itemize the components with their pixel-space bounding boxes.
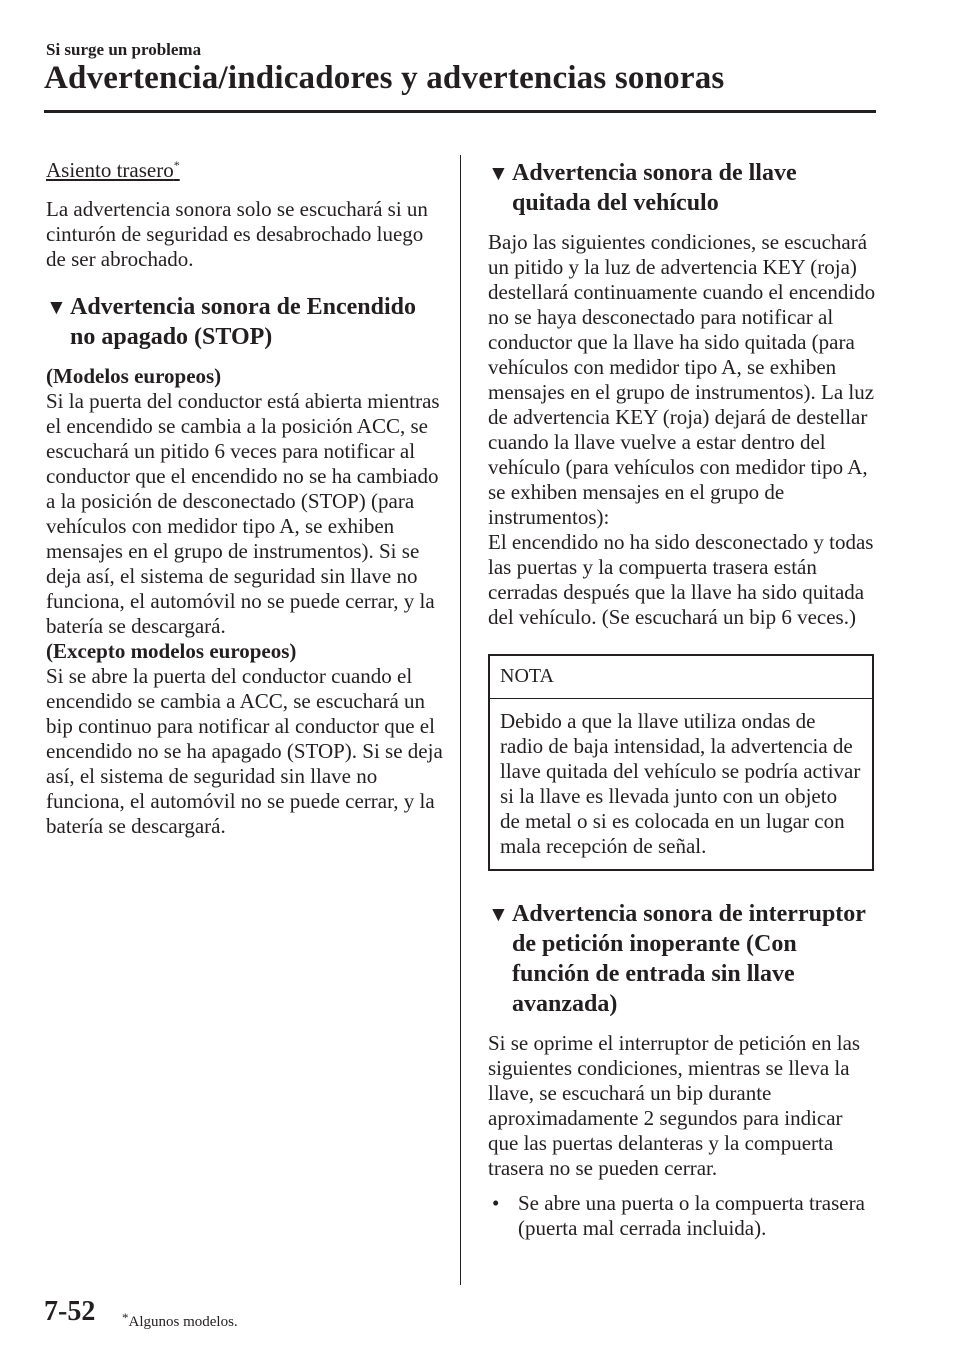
page-number: 7-52: [44, 1296, 96, 1327]
label-non-european-models: (Excepto modelos europeos): [46, 639, 297, 663]
triangle-down-icon: ▼: [488, 161, 509, 185]
footer-note: [122, 1310, 238, 1331]
section-title: Advertencia sonora de interruptor de petición inoperante (Con función de entrada sin llave avanzada): [512, 901, 866, 1017]
key-removed-paragraph: Bajo las siguientes condiciones, se escuchará un pitido y la luz de advertencia KEY (roja) destellará continuamente cuando el encendido no se haya desconectado para notificar al conductor que la llave ha sido quitada (para vehículos con medidor tipo A, se exhiben mensajes en el grupo de instrumentos). La luz de advertencia KEY (roja) dejará de destellar cuando la llave vuelve a estar dentro del vehículo (para vehículos con medidor tipo A, se exhiben mensajes en el grupo de instrumentos):: [488, 230, 876, 529]
page-header-section: Si surge un problema: [46, 40, 202, 59]
note-box: [488, 654, 874, 871]
header-rule: [44, 110, 876, 113]
label-european-models: (Modelos europeos): [46, 364, 222, 388]
subheading-text: Asiento trasero: [46, 158, 174, 182]
bullet-text: Se abre una puerta o la compuerta trasera (puerta mal cerrada incluida).: [518, 1191, 865, 1240]
request-switch-paragraph: Si se oprime el interruptor de petición en las siguientes condiciones, mientras se lleva la llave, se escuchará un bip durante aproximadamente 2 segundos para indicar que las puertas delanteras y la compuerta trasera no se pueden cerrar.: [488, 1031, 861, 1180]
bullet-icon: •: [492, 1191, 500, 1215]
section-heading-ignition: [46, 292, 446, 352]
triangle-down-icon: ▼: [46, 295, 67, 319]
list-item: [488, 1191, 878, 1241]
paragraph-non-european: Si se abre la puerta del conductor cuando el encendido se cambia a ACC, se escuchará un bip continuo para notificar al conductor que el encendido no se ha apagado (STOP). Si se deja así, el sistema de seguridad sin llave no funciona, el automóvil no se puede cerrar, y la batería se descargará.: [46, 664, 443, 838]
page-title: Advertencia/indicadores y advertencias sonoras: [44, 60, 725, 96]
subheading-rear-seat: [46, 158, 446, 183]
paragraph-european: Si la puerta del conductor está abierta mientras el encendido se cambia a la posición ACC, se escuchará un pitido 6 veces para notificar al conductor que el encendido no se ha cambiado a la posición de desconectado (STOP) (para vehículos con medidor tipo A, se exhiben mensajes en el grupo de instrumentos). Si se deja así, el sistema de seguridad sin llave no funciona, el automóvil no se puede cerrar, y la batería se descargará.: [46, 389, 440, 638]
triangle-down-icon: ▼: [488, 902, 509, 926]
column-divider: [460, 155, 461, 1285]
key-removed-condition: El encendido no ha sido desconectado y todas las puertas y la compuerta trasera están cerradas después que la llave ha sido quitada del vehículo. (Se escuchará un bip 6 veces.): [488, 530, 874, 629]
note-body: Debido a que la llave utiliza ondas de radio de baja intensidad, la advertencia de llave quitada del vehículo se podría activar si la llave es llevada junto con un objeto de metal o si es colocada en un lugar con mala recepción de señal.: [500, 709, 861, 858]
left-column: [46, 158, 446, 839]
section-title: Advertencia sonora de Encendido no apagado (STOP): [70, 294, 417, 350]
section-heading-key-removed: [488, 158, 878, 218]
rear-seat-paragraph: La advertencia sonora solo se escuchará si un cinturón de seguridad es desabrochado luego de ser abrochado.: [46, 197, 428, 271]
asterisk-icon: *: [122, 1310, 129, 1325]
right-column: [488, 158, 878, 1241]
note-title: NOTA: [490, 656, 872, 699]
section-heading-request-switch: [488, 899, 878, 1019]
section-title: Advertencia sonora de llave quitada del vehículo: [512, 160, 797, 216]
footer-note-text: Algunos modelos.: [128, 1314, 238, 1330]
asterisk-icon: *: [173, 158, 180, 172]
